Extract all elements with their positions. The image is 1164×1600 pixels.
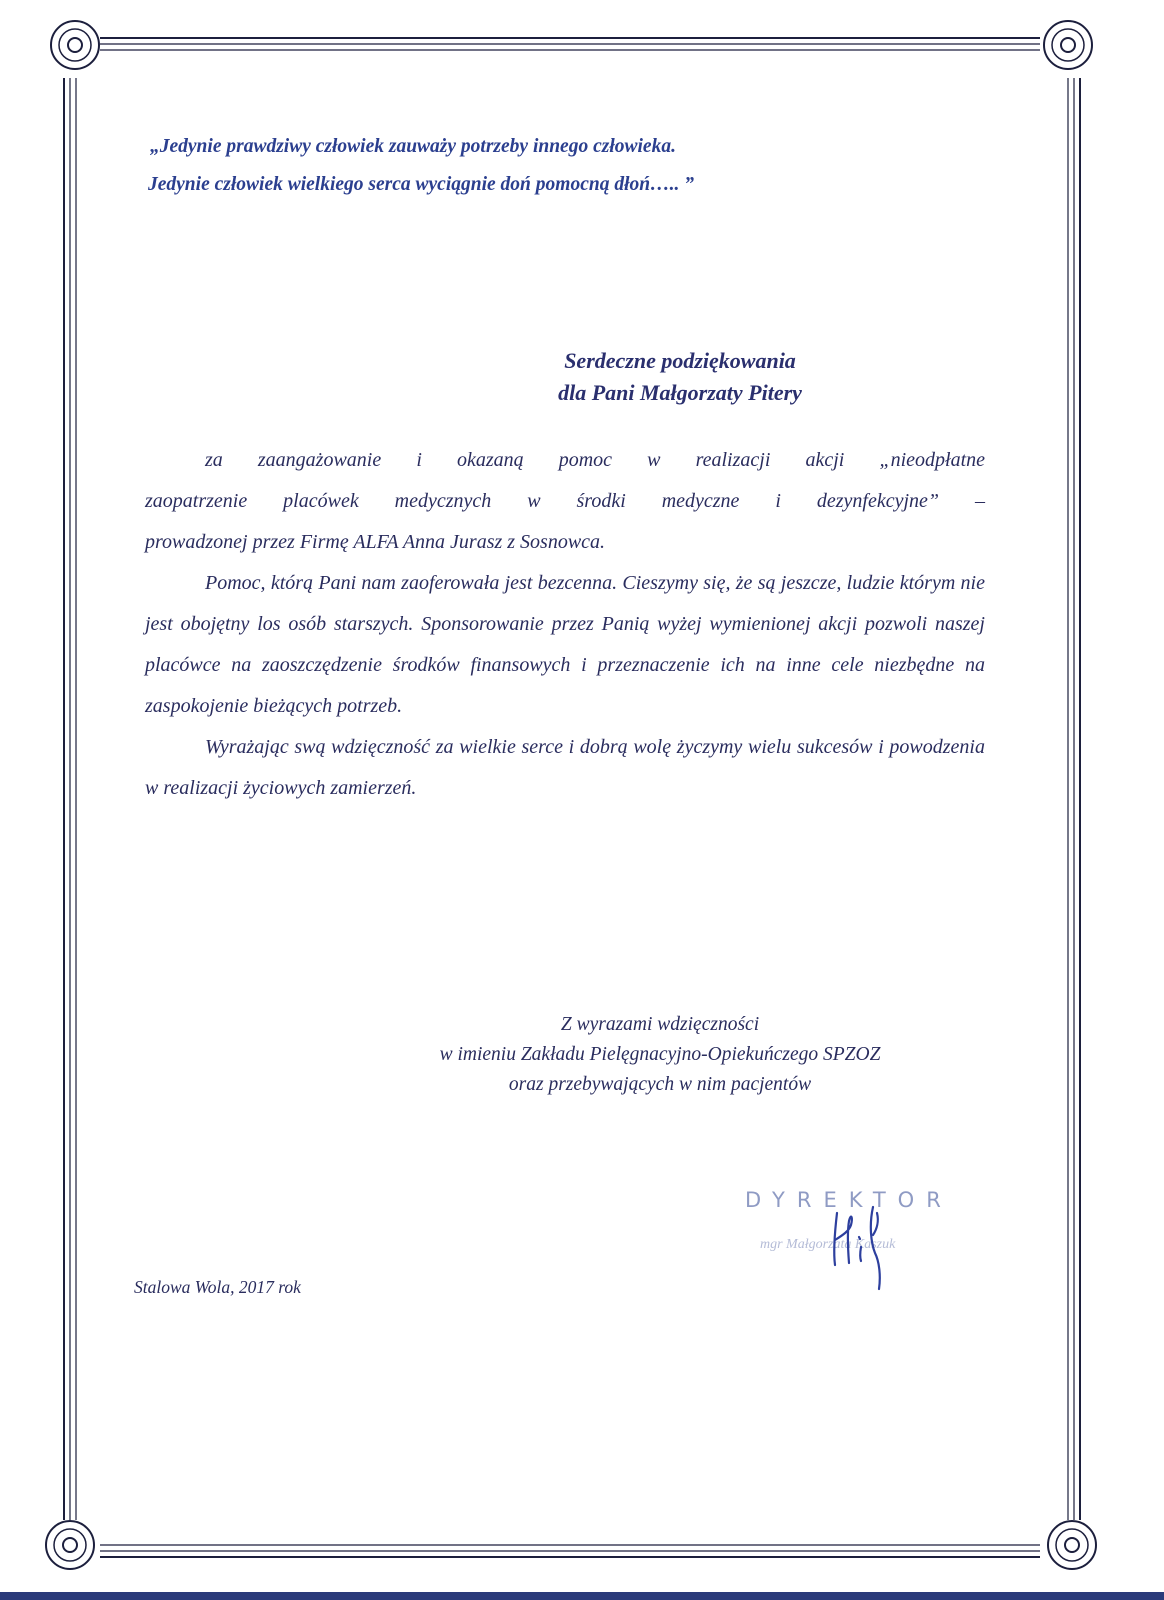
closing-line-1: Z wyrazami wdzięczności — [560, 1014, 760, 1035]
place-and-date: Stalowa Wola, 2017 rok — [134, 1277, 301, 1297]
corner-ring-bottom-right — [1048, 1521, 1096, 1569]
director-stamp-name: mgr Małgorzata Kaszuk — [760, 1237, 896, 1252]
corner-ring-top-right — [1044, 21, 1092, 69]
corner-ring-top-left — [51, 21, 99, 69]
motto-line-1: „Jedynie prawdziwy człowiek zauważy potrzeby innego człowieka. — [150, 136, 676, 157]
body-paragraph-3: Wyrażając swą wdzięczność za wielkie serce i dobrą wolę życzymy wielu sukcesów i powodzenia w realizacji życiowych zamierzeń. — [145, 736, 985, 799]
body-paragraph-2: Pomoc, którą Pani nam zaoferowała jest bezcenna. Cieszymy się, że są jeszcze, ludzie którym nie jest obojętny los osób starszych. Sponsorowanie przez Panią wyżej wymienionej akcji pozwoli naszej placówce na zaoszczędzenie środków finansowych i przeznaczenie ich na inne cele niezbędne na zaspokojenie bieżących potrzeb. — [145, 572, 985, 717]
body-paragraph-1-line-3: prowadzonej przez Firmę ALFA Anna Jurasz z Sosnowca. — [145, 531, 606, 553]
handwritten-signature — [815, 1195, 915, 1295]
letter-body — [145, 440, 985, 809]
body-paragraph-1-line-2: zaopatrzenie placówek medycznych w środki medyczne i dezynfekcyjne” – — [145, 490, 985, 512]
body-paragraph-1-line-1: za zaangażowanie i okazaną pomoc w realizacji akcji „nieodpłatne — [205, 449, 985, 471]
letter-heading — [430, 345, 930, 409]
closing-line-3: oraz przebywających w nim pacjentów — [508, 1074, 812, 1095]
motto-line-2: Jedynie człowiek wielkiego serca wyciągnie doń pomocną dłoń….. ” — [148, 174, 694, 195]
heading-line-2: dla Pani Małgorzaty Pitery — [558, 380, 802, 405]
scan-edge — [0, 1592, 1164, 1600]
motto-quote — [150, 128, 910, 204]
director-stamp-title: DYREKTOR — [745, 1188, 953, 1212]
heading-line-1: Serdeczne podziękowania — [564, 348, 796, 373]
closing-block — [360, 1010, 960, 1100]
closing-line-2: w imieniu Zakładu Pielęgnacyjno-Opiekuńczego SPZOZ — [439, 1044, 881, 1065]
corner-ring-bottom-left — [46, 1521, 94, 1569]
